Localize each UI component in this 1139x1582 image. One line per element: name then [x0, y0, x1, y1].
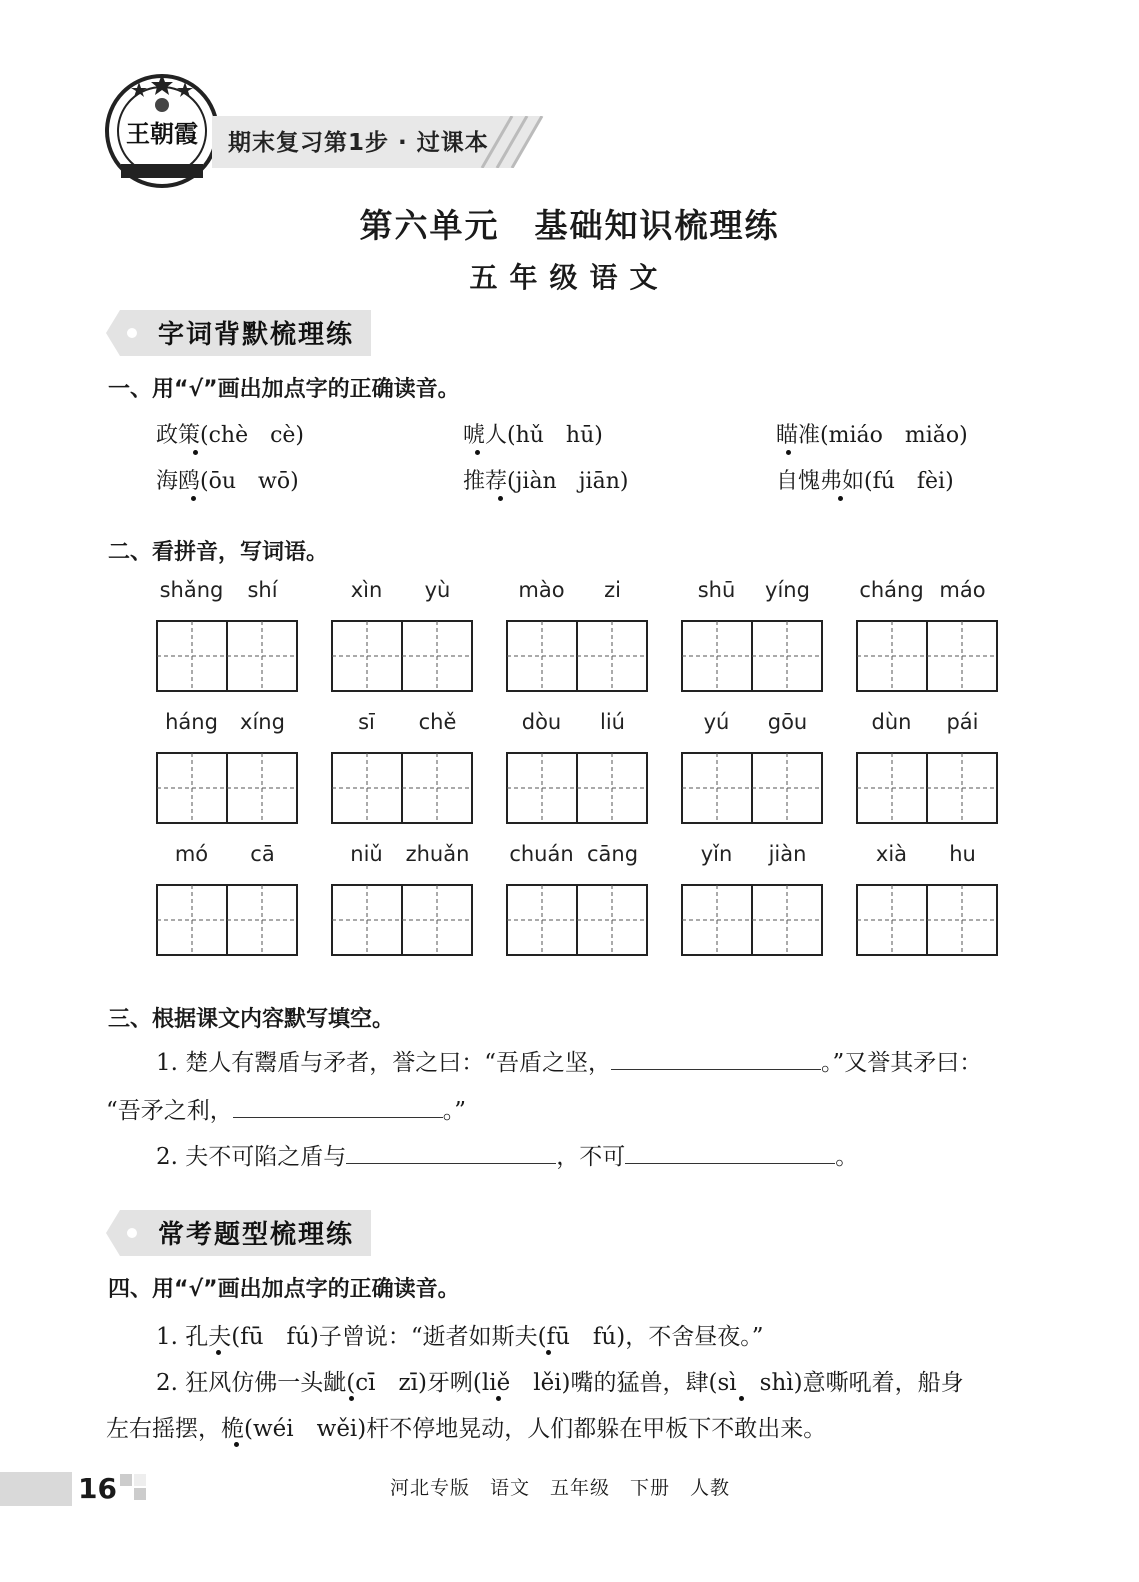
pinyin-syllable: pái: [946, 710, 979, 734]
pinyin-syllable: hu: [949, 842, 976, 866]
pinyin-syllable: mó: [174, 842, 209, 866]
writing-box[interactable]: [156, 884, 298, 956]
footer-bar: [0, 1472, 72, 1506]
question-3-title: 三、根据课文内容默写填空。: [108, 1007, 395, 1032]
writing-box[interactable]: [331, 884, 473, 956]
q3-text: “吾矛之利，: [106, 1098, 233, 1124]
emphasis-dot: [546, 1350, 551, 1355]
pinyin-syllable: gōu: [767, 710, 808, 734]
pinyin-syllable: máo: [939, 578, 986, 602]
q3-text: 。”: [442, 1098, 467, 1124]
emphasis-dot: [475, 450, 480, 455]
pinyin-syllable: xìn: [350, 578, 383, 602]
pinyin-syllable: chě: [418, 710, 457, 734]
writing-box[interactable]: [856, 884, 998, 956]
writing-box[interactable]: [681, 752, 823, 824]
pinyin-label: [856, 578, 998, 602]
emphasis-dot: [498, 496, 503, 501]
pinyin-label: [331, 710, 473, 734]
footer-text: 河北专版 语文 五年级 下册 人教: [390, 1477, 731, 1499]
pinyin-syllable: xíng: [240, 710, 285, 734]
pinyin-label: [506, 578, 648, 602]
pinyin-syllable: cāng: [586, 842, 639, 866]
emphasis-dot: [234, 1442, 239, 1447]
pinyin-label: [156, 842, 298, 866]
pinyin-syllable: mào: [518, 578, 565, 602]
pinyin-syllable: háng: [165, 710, 218, 734]
q3-text: 。”又誉其矛曰：: [821, 1050, 983, 1076]
pinyin-syllable: shí: [247, 578, 278, 602]
pinyin-syllable: jiàn: [768, 842, 807, 866]
q3-line-2: [156, 1138, 858, 1171]
pinyin-syllable: yú: [703, 710, 730, 734]
question-4-title: 四、用“√”画出加点字的正确读音。: [108, 1277, 460, 1302]
pinyin-syllable: shǎng: [159, 578, 224, 602]
pinyin-label: [856, 842, 998, 866]
fill-blank[interactable]: [611, 1047, 821, 1070]
q4-line-3: 左右摇摆，桅(wéi wěi)杆不停地晃动，人们都躲在甲板下不敢出来。: [106, 1416, 827, 1442]
pinyin-syllable: zhuǎn: [405, 842, 470, 866]
pinyin-label: [681, 842, 823, 866]
emphasis-dot: [216, 1350, 221, 1355]
q1-item: 唬人(hǔ hū): [463, 423, 603, 448]
fill-blank[interactable]: [346, 1141, 556, 1164]
pinyin-label: [506, 710, 648, 734]
q1-item: 瞄准(miáo miǎo): [776, 423, 968, 448]
pinyin-label: [856, 710, 998, 734]
fill-blank[interactable]: [233, 1095, 443, 1118]
q1-item: 自愧弗如(fú fèi): [776, 469, 954, 494]
q3-text: 。: [835, 1144, 859, 1170]
pinyin-syllable: zi: [604, 578, 621, 602]
q3-text: ，不可: [556, 1144, 626, 1170]
logo-text: 王朝霞: [126, 119, 198, 148]
pinyin-syllable: shū: [697, 578, 736, 602]
writing-box[interactable]: [681, 884, 823, 956]
pinyin-syllable: xià: [875, 842, 908, 866]
emphasis-dot: [496, 1396, 501, 1401]
page-number: 16: [78, 1472, 117, 1505]
emphasis-dot: [191, 496, 196, 501]
pinyin-syllable: dòu: [521, 710, 562, 734]
pinyin-label: [156, 578, 298, 602]
emphasis-dot: [786, 450, 791, 455]
pinyin-label: [681, 578, 823, 602]
writing-box[interactable]: [681, 620, 823, 692]
pinyin-label: [331, 842, 473, 866]
q3-line-1-cont: [106, 1092, 466, 1125]
writing-box[interactable]: [856, 620, 998, 692]
pinyin-syllable: sī: [358, 710, 375, 734]
writing-box[interactable]: [506, 620, 648, 692]
emphasis-dot: [193, 450, 198, 455]
section-title-1: 字词背默梳理练: [158, 320, 355, 350]
question-1-title: 一、用“√”画出加点字的正确读音。: [108, 377, 460, 402]
pinyin-syllable: yù: [424, 578, 451, 602]
writing-box[interactable]: [506, 884, 648, 956]
header-banner-text: 期末复习第1步 · 过课本: [228, 130, 489, 156]
page-subtitle: 五年级语文: [469, 261, 670, 294]
q1-item: 推荐(jiàn jiān): [463, 469, 629, 494]
pinyin-label: [506, 842, 648, 866]
emphasis-dot: [349, 1396, 354, 1401]
pinyin-syllable: dùn: [871, 710, 912, 734]
section-title-2: 常考题型梳理练: [158, 1220, 355, 1250]
footer-decoration: [120, 1474, 150, 1504]
pinyin-label: [156, 710, 298, 734]
question-2-title: 二、看拼音，写词语。: [108, 540, 329, 565]
q3-text: 2. 夫不可陷之盾与: [156, 1144, 347, 1170]
writing-box[interactable]: [331, 620, 473, 692]
pinyin-syllable: yíng: [765, 578, 810, 602]
writing-box[interactable]: [331, 752, 473, 824]
writing-box[interactable]: [156, 620, 298, 692]
pinyin-label: [681, 710, 823, 734]
q1-item: 政策(chè cè): [156, 423, 305, 448]
pinyin-label: [331, 578, 473, 602]
pinyin-syllable: niǔ: [350, 842, 383, 866]
page-title: 第六单元 基础知识梳理练: [359, 206, 780, 245]
writing-box[interactable]: [506, 752, 648, 824]
q4-line-1: 1. 孔夫(fū fú)子曾说：“逝者如斯夫(fū fú)，不舍昼夜。”: [156, 1324, 764, 1350]
q1-item: 海鸥(ōu wō): [156, 469, 299, 494]
pinyin-syllable: cā: [250, 842, 275, 866]
writing-box[interactable]: [856, 752, 998, 824]
pinyin-syllable: liú: [600, 710, 625, 734]
q4-line-2: 2. 狂风仿佛一头龇(cī zī)牙咧(liě lěi)嘴的猛兽，肆(sì shì)意嘶吼着，船身: [156, 1370, 964, 1396]
writing-box[interactable]: [156, 752, 298, 824]
publisher-logo: [103, 72, 221, 190]
fill-blank[interactable]: [625, 1141, 835, 1164]
emphasis-dot: [838, 496, 843, 501]
q3-text: 1. 楚人有鬻盾与矛者，誉之曰：“吾盾之坚，: [156, 1050, 612, 1076]
pinyin-syllable: chuán: [509, 842, 574, 866]
q3-line-1: [156, 1044, 982, 1077]
emphasis-dot: [739, 1396, 744, 1401]
pinyin-syllable: yǐn: [700, 842, 733, 866]
pinyin-syllable: cháng: [859, 578, 924, 602]
